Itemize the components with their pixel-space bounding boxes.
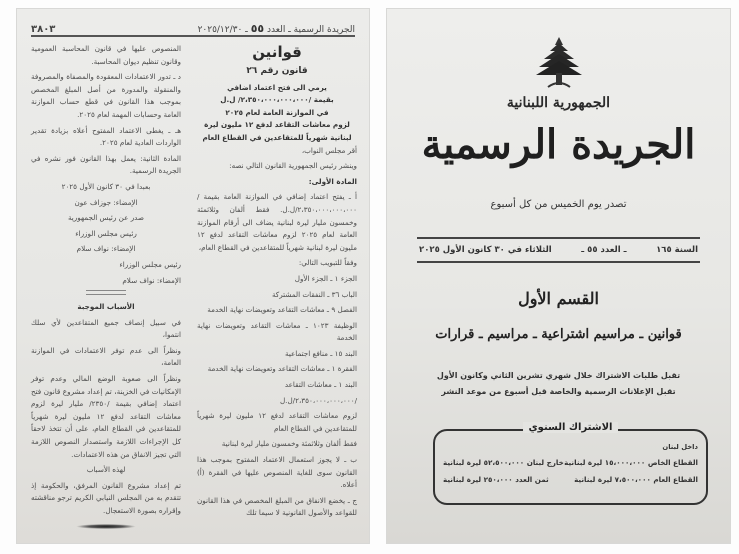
issue-number: ٥٥ [250,22,265,35]
subscription-cell [574,475,698,484]
law-title-line: في الموازنة العامة لعام ٢٠٢٥ [225,107,329,117]
law-number: قانون رقم ٢٦ [246,66,308,76]
article-heading: المادة الأولى: [308,176,357,186]
continuation-text: المنصوص عليها في قانون المحاسبة العمومية وقانون تنظيم ديوان المحاسبة. [31,44,181,66]
pm-title: رئيس مجلس الوزراء [75,228,137,238]
gazette-inner-page [16,8,370,544]
article-clause-c: ج ـ يخضع الانفاق من المبلغ المخصص في هذا القانون للقواعد والأصول القانونية لا سيما تلك [197,495,357,518]
masthead-title: الجريدة الرسمية [421,121,696,168]
rule-bottom [417,261,700,263]
running-title [198,22,355,35]
issue-line [419,245,698,255]
subscription-row [443,475,698,484]
article-clause-a: أ ـ يفتح اعتماد إضافي في الموازنة العامة بقيمة /٢،٣٥٠،٠٠٠،٠٠٠،٠٠٠/ل.ل. فقط ألفان وثلاثمئة وخمسون مليار ليرة لبنانية يضاف الى أرقام الموازنة العامة لعام ٢٠٢٥ لزوم معاشات التقاعد لدفع ١٢ مليون ليرة لبنانية شهرياً للمتقاعدين في القطاع العام، [197,192,357,252]
header-date: ـ ٢٠٢٥/١٢/٣٠ [197,25,248,35]
row-amount: ٧،٥٠٠،٠٠٠ ليرة لبنانية [574,475,651,484]
allocation-line: البند ١٥ ـ منافع اجتماعية [284,348,357,358]
issue-year: السنة ١٦٥ [656,245,698,255]
running-title-text: الجريدة الرسمية ـ العدد [267,25,355,35]
allocation-line: الجزء ١ ـ الجزء الأول [294,273,357,283]
allocation-line: الباب ٣٦ ـ النفقات المشتركة [271,289,357,299]
allocation-line: فقط ألفان وثلاثمئة وخمسون مليار ليرة لبنانية [221,439,357,449]
subscription-row [443,458,698,467]
notice-ads: تقبل الإعلانات الرسمية والخاصة قبل أسبوع من موعد النشر [441,387,676,396]
law-title-line: لزوم معاشات التقاعد لدفع ١٢ مليون ليرة [204,120,350,130]
allocation-line: الوظيفة ١٠٢٣ ـ معاشات التقاعد وتعويضات نهاية الخدمة [197,320,357,343]
reasons-title: الأسباب الموجبة [77,302,135,312]
article-clause-b: ب ـ لا يجوز استعمال الاعتماد المفتوح بموجب هذا القانون سوى للغاية المنصوص عليها في الفقرة (أ) أعلاه. [197,455,357,490]
gazette-cover-page [386,8,731,544]
continuation-column [31,43,181,535]
subscription-box [433,422,708,505]
law-title [197,82,357,145]
section-title: القسم الأول [518,289,599,308]
allocation-line: الفصل ٩ ـ معاشات التقاعد وتعويضات نهاية الخدمة [207,305,357,315]
allocation-line: لزوم معاشات التقاعد لدفع ١٢ مليون ليرة شهرياً للمتقاعدين في القطاع العام [197,411,358,433]
row-label: خارج لبنان [526,458,564,467]
article-two: المادة الثانية: يعمل بهذا القانون فور نشره في الجريدة الرسمية. [31,153,181,176]
subscription-title: الاشتراك السنوي [523,422,619,433]
subscription-cell [443,475,549,484]
date-place: بعبدا في ٣٠ كانون الأول ٢٠٢٥ [61,181,151,191]
law-column [197,43,357,523]
row-amount: ٢٥٠،٠٠٠ ليرة لبنانية [443,475,513,484]
tagline: تصدر يوم الخميس من كل أسبوع [490,199,627,210]
closing-paragraph: تم إعداد مشروع القانون المرفق، والحكومة إذ تتقدم به من المجلس النيابي الكريم ترجو مناقشته وإقراره بصورة الاستعجال. [31,480,181,515]
page-header [31,19,355,37]
end-ornament [76,524,136,529]
allocation-line: البند ١ ـ معاشات التقاعد [284,380,357,390]
pm-signature: الإمضاء: نواف سلام [122,275,181,285]
issue-number: ـ العدد ٥٥ ـ [581,245,627,255]
inside-lebanon-label: داخل لبنان [662,443,698,451]
for-these-reasons: لهذه الأسباب [86,465,126,475]
allocation-line: /٢،٣٥٠،٠٠٠،٠٠٠،٠٠٠/ل.ل [279,395,357,405]
cedar-emblem-icon [534,35,584,93]
clause-d: د ـ تدور الاعتمادات المعقودة والمصفاة والمصروفة والمنقولة والمدورة من أصل المبلغ المخصص بموجب هذا القانون في قطع حساب الموازنة العامة وحسابات المهمة لعام ٢٠٢٥. [31,72,181,119]
section-subtitle: قوانين ـ مراسيم اشتراعية ـ مراسيم ـ قرارات [435,327,682,342]
row-amount: ٥٢،٥٠٠،٠٠٠ ليرة لبنانية [443,458,525,467]
allocation-intro: وفقاً للتبويب التالي: [298,258,357,268]
row-amount: ١٥،٠٠٠،٠٠٠ ليرة لبنانية [564,458,646,467]
enactment-line: وينشر رئيس الجمهورية القانون التالي نصه: [229,161,357,171]
section-title: قوانين [252,43,302,61]
republic-name: الجمهورية اللبنانية [506,95,611,111]
pm-title: رئيس مجلس الوزراء [119,259,181,269]
reasons-paragraph: في سبيل إنصاف جميع المتقاعدين لأي سلك انتموا، [31,317,181,340]
row-label: ثمن العدد [515,475,549,484]
row-label: القطاع العام [653,475,698,484]
issue-date: الثلاثاء في ٣٠ كانون الأول ٢٠٢٥ [419,245,552,255]
page-number: ٣٨٠٣ [31,24,56,35]
reasons-paragraph: ونظراً الى صعوبة الوضع المالي وعدم توفر الإمكانيات في الخزينة، تم إعداد مشروع قانون فتح اعتماد إضافي بقيمة /٢٣٥٠/ مليار ليرة لزوم معاشات التقاعد لدفع ١٢ مليون ليرة شهرياً للمتقاعدين في القطاع العام، على أن تتخذ لاحقاً كل الإجراءات اللازمة واستصدار النصوص اللازمة التي تجيز الانفاق من هذه الاعتمادات. [31,374,181,459]
law-title-line: بقيمة /٢،٣٥٠،٠٠٠،٠٠٠،٠٠٠/ ل.ل [220,95,334,105]
enactment-line: أقر مجلس النواب، [301,145,357,155]
subscription-cell [564,458,698,467]
rule-top [417,237,700,239]
president-signature: الإمضاء: جوزاف عون [74,197,138,207]
allocation-line: الفقرة ١ ـ معاشات التقاعد وتعويضات نهاية الخدمة [207,364,357,374]
law-title-line: لبنانية شهرياً للمتقاعدين في القطاع العام [202,132,352,142]
notice-subscriptions: تقبل طلبات الاشتراك خلال شهري تشرين الثاني وكانون الأول [436,371,681,380]
row-label: القطاع الخاص [647,458,698,467]
subscription-cell [443,458,564,467]
subscription-table [443,443,698,492]
divider-ornament [86,290,126,295]
pm-signature: الإمضاء: نواف سلام [76,244,136,254]
issued-by: صدر عن رئيس الجمهورية [67,213,145,223]
clause-h: هـ ـ يغطى الاعتماد المفتوح أعلاه بزيادة تقدير الواردات العادية لعام ٢٠٢٥. [31,125,181,148]
reasons-paragraph: ونظراً الى عدم توفر الاعتمادات في الموازنة العامة، [31,345,181,368]
law-title-line: يرمي الى فتح اعتماد اضافي [227,82,327,92]
